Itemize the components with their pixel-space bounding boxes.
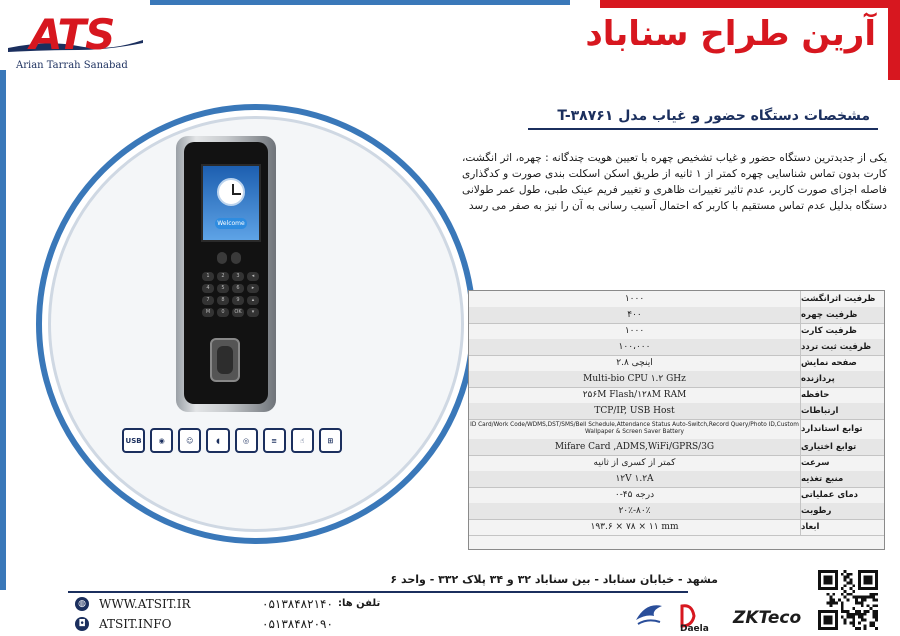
spec-row — [469, 403, 884, 420]
spec-label: پردازنده — [800, 371, 884, 387]
qr-code-icon — [818, 570, 878, 630]
instagram-link[interactable]: ATSIT.INFO — [99, 617, 172, 631]
camera-icon: ◉ — [150, 428, 173, 453]
company-title: آرین طراح سناباد — [585, 14, 876, 54]
spec-label: توابع اختیاری — [800, 439, 884, 455]
spec-row — [469, 487, 884, 504]
spec-label: ظرفیت اثرانگشت — [800, 291, 884, 307]
welcome-button: Welcome — [215, 218, 247, 229]
eagle-brand-logo-icon — [632, 598, 666, 632]
spec-table — [468, 290, 885, 550]
spec-label: ابعاد — [800, 519, 884, 535]
spec-value: اینچی ۲.۸ — [616, 357, 653, 368]
spec-label: صفحه نمایش — [800, 355, 884, 371]
spec-row — [469, 291, 884, 308]
spec-value: Mifare Card ,ADMS,WiFi/GPRS/3G — [554, 441, 715, 452]
spec-value: ۱۰۰۰ — [624, 325, 645, 336]
spec-label: حافظه — [800, 387, 884, 403]
ats-logo — [8, 10, 143, 70]
face-profile-icon: ◖ — [206, 428, 229, 453]
spec-label: ارتباطات — [800, 403, 884, 419]
fingerprint-sensor — [210, 338, 240, 382]
spec-value: ۱۲V ۱.۲A — [615, 473, 654, 484]
menu-icon: ≡ — [263, 428, 286, 453]
spec-row — [469, 323, 884, 340]
spec-value: کمتر از کسری از ثانیه — [593, 457, 676, 468]
attendance-device-image — [176, 136, 276, 412]
spec-value: TCP/IP, USB Host — [594, 405, 675, 416]
spec-label: ظرفیت ثبت تردد — [800, 339, 884, 355]
spec-row — [469, 387, 884, 404]
spec-label: ظرفیت چهره — [800, 307, 884, 323]
title-banner-edge — [888, 0, 900, 80]
spec-row — [469, 339, 884, 356]
spec-label: منبع تغذیه — [800, 471, 884, 487]
device-face — [184, 142, 268, 404]
top-frame-bar — [150, 0, 570, 5]
heading-underline — [528, 128, 878, 130]
spec-label: ظرفیت کارت — [800, 323, 884, 339]
spec-row — [469, 355, 884, 372]
spec-value: ۴۰۰ — [627, 309, 642, 320]
spec-value: Multi-bio CPU ۱.۲ GHz — [583, 373, 686, 384]
spec-row — [469, 307, 884, 324]
logo-brand: ATS — [30, 10, 115, 59]
spec-value: ۱۰۰۰ — [624, 293, 645, 304]
spec-row — [469, 419, 884, 440]
spec-row — [469, 439, 884, 456]
website-link[interactable]: WWW.ATSIT.IR — [99, 597, 191, 611]
title-banner — [585, 0, 900, 80]
phone-number-2[interactable]: ۰۵۱۳۸۴۸۲۰۹۰ — [262, 617, 333, 631]
network-icon: ⊞ — [319, 428, 342, 453]
phone-number-1[interactable]: ۰۵۱۳۸۴۸۲۱۴۰ — [262, 597, 333, 611]
spec-row — [469, 371, 884, 388]
product-description: یکی از جدیدترین دستگاه حضور و غیاب تشخیص چهره با تعیین هویت چندگانه : چهره، اثر انگشت، کارت بدون تماس شناسایی چهره کمتر از ۱ ثانیه از طریق اسکن اسکلت بندی صورت و کدگذاری فاصله اجزای صورت کاربر، عدم تاثیر تغییرات ظاهری و تغییر فریم عینک طبی، طول عمر طولانی دستگاه بدلیل عدم تماس مستقیم با کاربر که احتمال آسیب رسانی به آن را نیز به صفر می رسد — [462, 152, 887, 212]
device-cameras — [217, 252, 241, 264]
daela-logo-icon — [676, 602, 718, 632]
usb-icon: USB — [122, 428, 145, 453]
spec-heading: مشخصات دستگاه حضور و غیاب مدل T-۳۸۷۶۱ — [557, 108, 870, 124]
face-frame-icon: ☺ — [178, 428, 201, 453]
spec-value: ۲۰٪-۸۰٪ — [618, 505, 651, 516]
globe-icon: ◍ — [75, 597, 89, 611]
instagram-icon: ◘ — [75, 617, 89, 631]
title-banner-stripe — [600, 0, 900, 8]
spec-label: سرعت — [800, 455, 884, 471]
spec-value: درجه ۴۵-۰ — [614, 489, 655, 500]
daela-text: Daela — [680, 624, 709, 632]
spec-row — [469, 503, 884, 520]
fingerprint-icon: ◎ — [235, 428, 258, 453]
spec-value: ۲۵۶M Flash/۱۲۸M RAM — [582, 389, 687, 400]
spec-value: ۱۰۰،۰۰۰ — [618, 341, 651, 352]
zkteco-logo: ZKTeco — [733, 608, 802, 628]
spec-value: ID Card/Work Code/WDMS,DST/SMS/Bell Schedule,Attendance Status Auto-Switch,Record Query/Photo ID,Custom Wallpaper & Screen Saver Battery — [470, 421, 799, 435]
logo-subtitle: Arian Tarrah Sanabad — [16, 60, 128, 71]
spec-row — [469, 471, 884, 488]
phone-label: تلفن ها: — [338, 598, 381, 609]
spec-label: دمای عملیاتی — [800, 487, 884, 503]
device-keypad: 1 2 3 ◂ 4 5 6 ▸ 7 8 9 ▴ M 0 OK ▾ — [202, 272, 256, 317]
feature-icons — [122, 428, 342, 458]
device-screen — [201, 164, 261, 242]
address-underline — [68, 591, 688, 593]
spec-value: ۱۹۳.۶ × ۷۸ × ۱۱ mm — [590, 521, 679, 532]
touch-icon: ☝ — [291, 428, 314, 453]
spec-row — [469, 519, 884, 536]
spec-row — [469, 455, 884, 472]
left-frame-bar — [0, 70, 6, 590]
address-text: مشهد - خیابان سناباد - بین سناباد ۳۲ و ۳۴ پلاک ۳۳۲ - واحد ۶ — [390, 573, 718, 586]
clock-icon — [217, 178, 245, 206]
spec-label: توابع استاندارد — [800, 419, 884, 439]
spec-label: رطوبت — [800, 503, 884, 519]
